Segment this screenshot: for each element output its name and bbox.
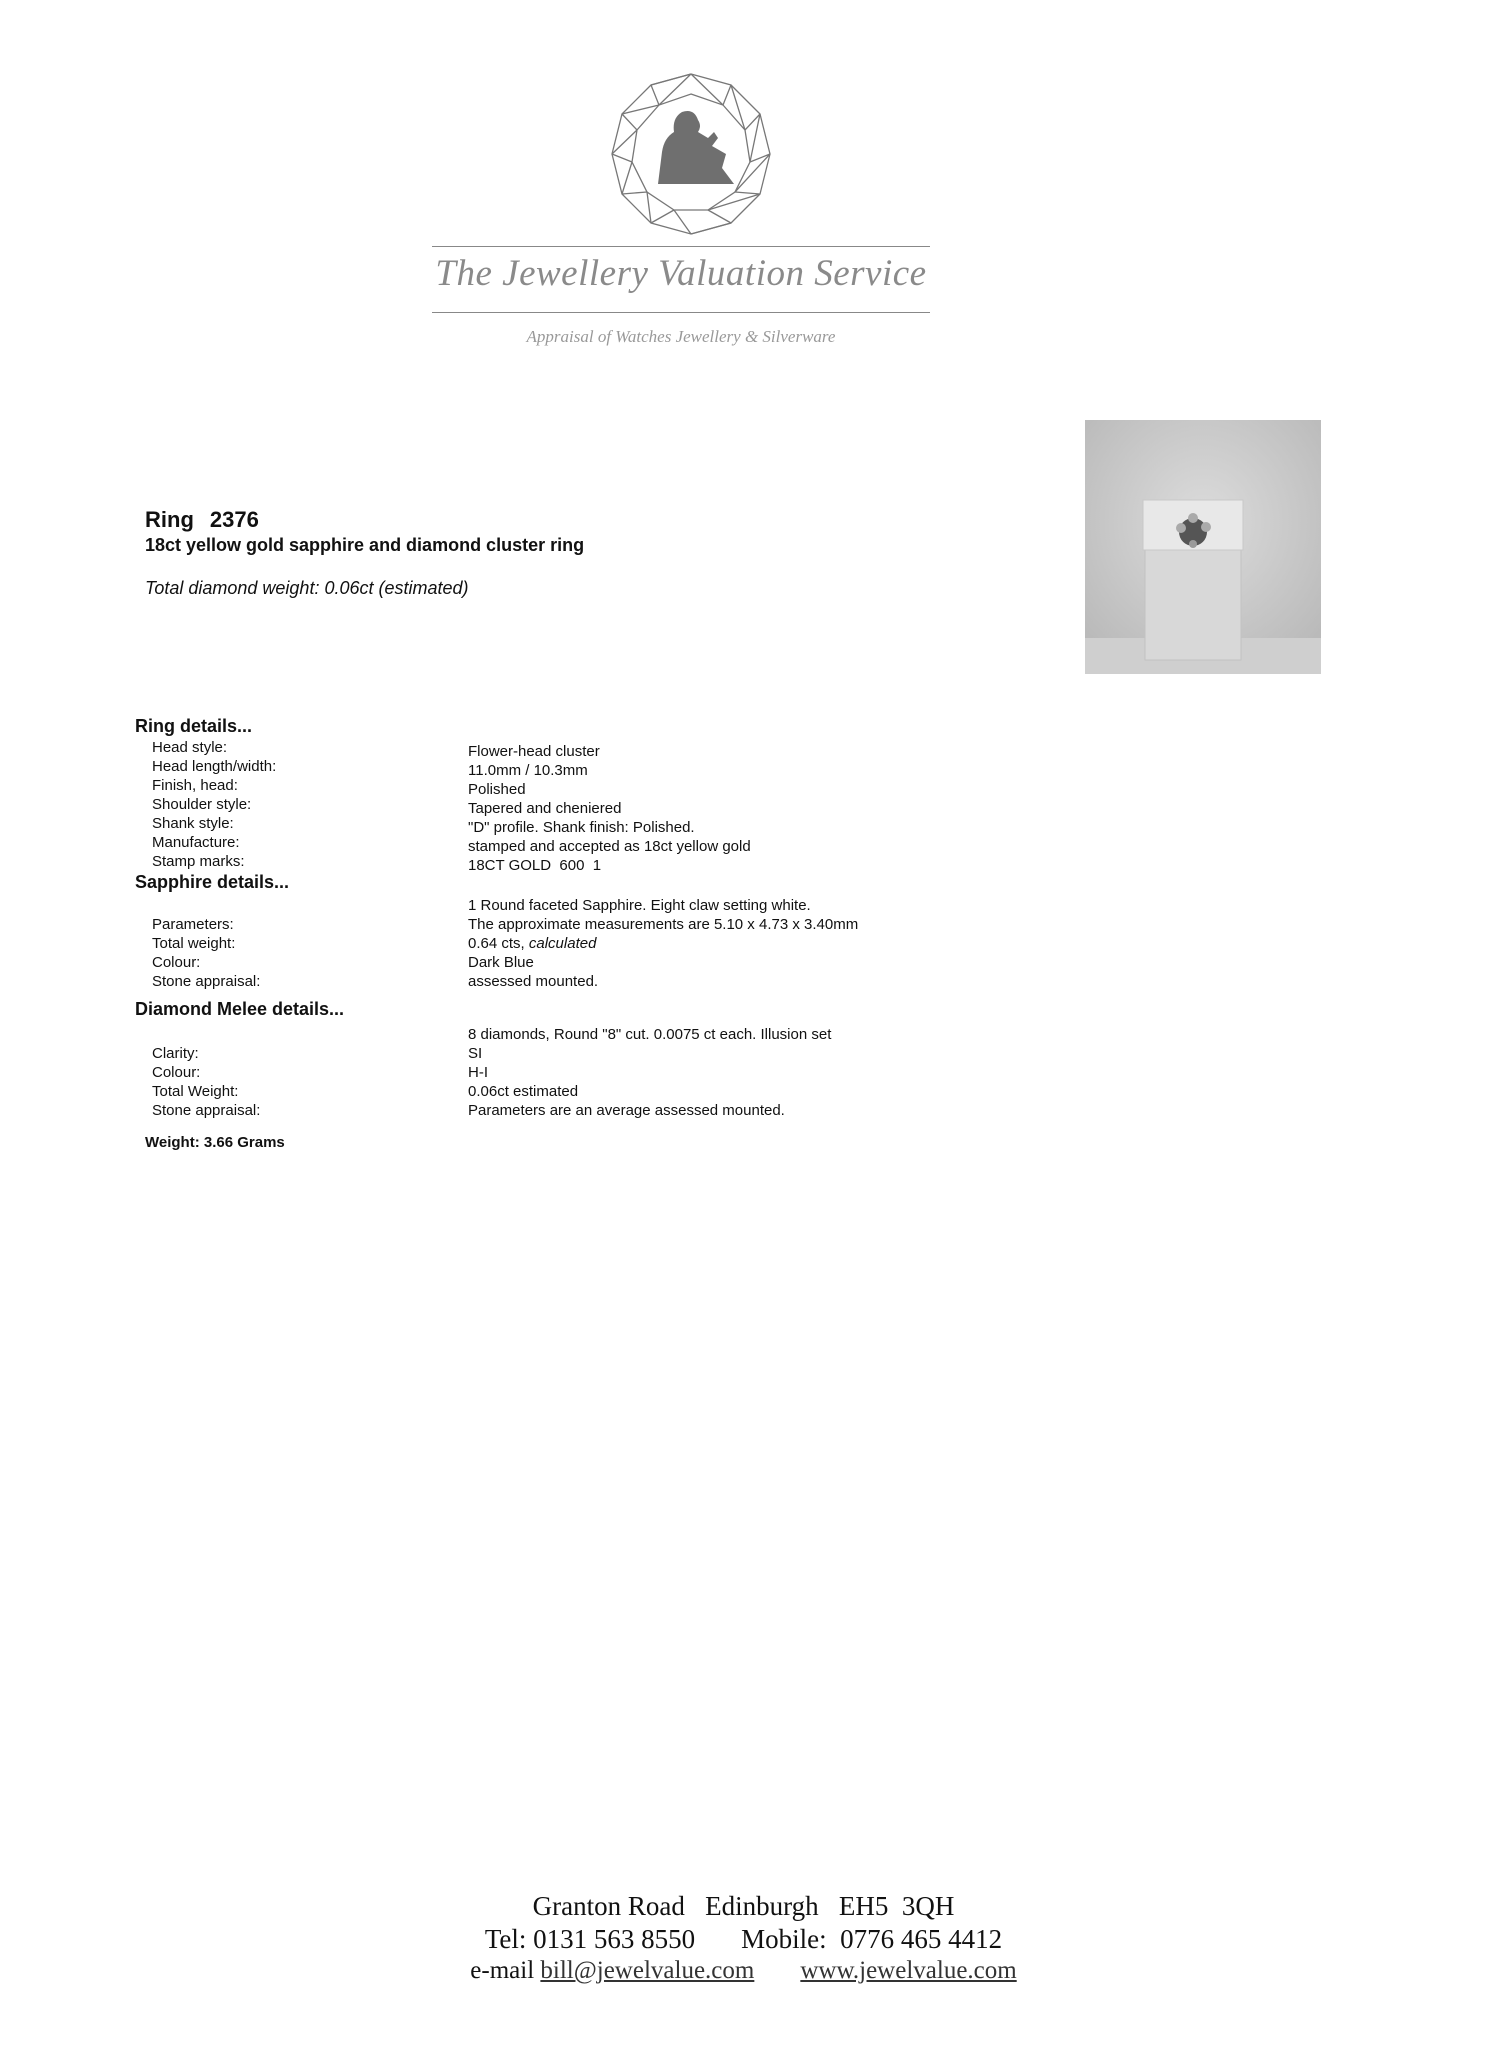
detail-value: "D" profile. Shank finish: Polished. [468,819,695,836]
sapphire-intro: 1 Round faceted Sapphire. Eight claw setting white. [468,897,811,914]
detail-value: Polished [468,781,526,798]
diamond-intro: 8 diamonds, Round "8" cut. 0.0075 ct each. Illusion set [468,1026,832,1043]
detail-label: Stamp marks: [152,853,245,870]
item-description: 18ct yellow gold sapphire and diamond cluster ring [145,535,585,555]
ring-details-heading: Ring details... [135,716,253,736]
item-title [145,507,259,533]
detail-label: Clarity: [152,1045,199,1062]
detail-label: Finish, head: [152,777,238,794]
footer-tel: Tel: 0131 563 8550 [484,1924,696,1954]
detail-value: 0.06ct estimated [468,1083,579,1100]
detail-label: Shoulder style: [152,796,252,813]
detail-value: Parameters are an average assessed mounted. [468,1102,785,1119]
detail-label: Total Weight: [152,1083,239,1100]
footer-website-link[interactable]: www.jewelvalue.com [800,1957,1017,1984]
item-number: 2376 [209,507,259,532]
detail-value: H-I [468,1064,488,1081]
brand-title: The Jewellery Valuation Service [435,253,927,294]
company-logo [610,72,772,244]
detail-label: Stone appraisal: [152,973,261,990]
footer-phone-line [0,1924,1487,1955]
ring-details-labels [152,738,276,871]
diamond-weight-note: Total diamond weight: 0.06ct (estimated) [145,578,469,598]
footer-address: Granton Road Edinburgh EH5 3QH [532,1891,955,1921]
sapphire-details-heading: Sapphire details... [135,872,290,892]
detail-label: Stone appraisal: [152,1102,261,1119]
diamond-details-values [468,1044,785,1120]
brand-tagline: Appraisal of Watches Jewellery & Silverware [526,327,836,346]
detail-label: Total weight: [152,935,236,952]
detail-label: Head length/width: [152,758,277,775]
detail-label: Shank style: [152,815,234,832]
ring-details-values [468,742,751,875]
detail-label: Colour: [152,954,201,971]
footer-email-label: e-mail [470,1957,535,1984]
detail-label: Head style: [152,739,228,756]
sapphire-details-labels [152,915,260,991]
detail-label: Parameters: [152,916,234,933]
detail-value: SI [468,1045,483,1062]
diamond-details-heading: Diamond Melee details... [135,999,345,1019]
detail-value: The approximate measurements are 5.10 x 4.73 x 3.40mm [468,916,859,933]
diamond-details-labels [152,1044,260,1120]
footer-contact-line [0,1957,1487,1985]
calculated-note: calculated [528,935,597,952]
footer-mobile: Mobile: 0776 465 4412 [741,1924,1003,1954]
total-weight-value: 0.64 cts, [468,935,525,952]
sapphire-details-values [468,915,858,991]
detail-value: assessed mounted. [468,973,599,990]
item-type: Ring [145,507,194,532]
ring-photo [1085,420,1321,674]
detail-value: 11.0mm / 10.3mm [468,762,588,779]
detail-value: Tapered and cheniered [468,800,622,817]
detail-value: stamped and accepted as 18ct yellow gold [468,838,751,855]
detail-label: Manufacture: [152,834,240,851]
detail-label: Colour: [152,1064,201,1081]
detail-value [468,934,858,953]
total-weight: Weight: 3.66 Grams [145,1134,285,1151]
footer-email-link[interactable]: bill@jewelvalue.com [540,1957,755,1984]
detail-value: Dark Blue [468,954,534,971]
detail-value: Flower-head cluster [468,743,600,760]
detail-value: 18CT GOLD 600 1 [468,857,602,874]
